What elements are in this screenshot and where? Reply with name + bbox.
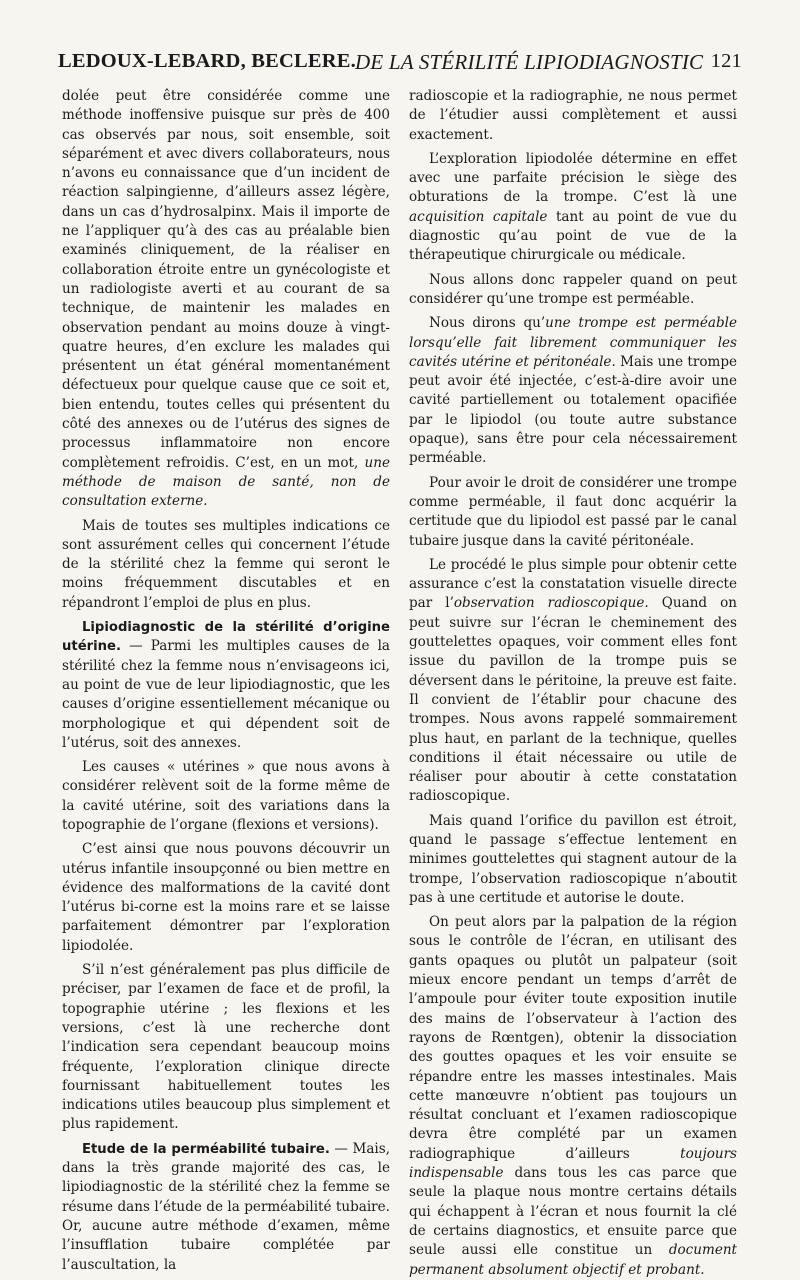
page-number: 121 [710, 50, 742, 72]
paragraph: S’il n’est généralement pas plus difficile de préciser, par l’examen de face et de profil, la topographie utérine ; les flexions et les versions, c’est là une recherche dont l’indication sera cependant beaucoup moins fréquente, l’exploration clinique directe fournissant habituellement toutes les indications utiles beaucoup plus simplement et plus rapidement. [62, 962, 390, 1133]
paragraph: Pour avoir le droit de considérer une trompe comme perméable, il faut donc acquérir la certitude que du lipiodol est passé par le canal tubaire jusque dans la cavité péritonéale. [409, 474, 737, 549]
paragraph: Nous dirons qu’une trompe est perméable lorsqu’elle fait librement communiquer les cavités utérine et péritonéale. Mais une trompe peut avoir été injectée, c’est-à-dire avoir une cavité partiellement ou totalement opacifiée par le lipiodol (ou toute autre substance opaque), sans être pour cela nécessairement perméable. [409, 315, 738, 467]
running-header [58, 50, 742, 78]
section-heading: Etude de la perméabilité tubaire. [82, 1141, 330, 1157]
paragraph: Nous allons donc rappeler quand on peut considérer qu’une trompe est perméable. [409, 271, 737, 307]
paragraph: Lipiodiagnostic de la stérilité d’origine utérine. — Parmi les multiples causes de la stérilité chez la femme nous n’envisageons ici, au point de vue de leur lipiodiagnostic, que les causes d’origine essentiellement mécanique ou morphologique et qui dépendent soit de l’utérus, soit des annexes. [62, 620, 390, 751]
section-heading: Lipiodiagnostic de la stérilité d’origine utérine. [62, 620, 390, 655]
paragraph: Mais quand l’orifice du pavillon est étroit, quand le passage s’effectue lentement en minimes gouttelettes qui stagnent autour de la trompe, l’observation radioscopique n’aboutit pas à une certitude et autorise le doute. [409, 812, 737, 906]
paragraph: On peut alors par la palpation de la région sous le contrôle de l’écran, en utilisant des gants opaques ou plutôt un palpateur (soit mieux encore pendant un temps d’arrêt de l’ampoule pour éviter toute exposition inutile des mains de l’observateur à l’action des rayons de Rœntgen), obtenir la dissociation des gouttes opaques et les voir ensuite se répandre entre les masses intestinales. Mais cette manœuvre n’obtient pas toujours un résultat concluant et l’examen radioscopique devra être complété par un examen radiographique d’ailleurs toujours indispensable dans tous les cas parce que seule la plaque nous montre certains détails qui échappent à l’écran et nous fournit la clé de certains diagnostics, et ensuite parce que seule aussi elle constitue un document permanent absolument objectif et probant. [409, 914, 738, 1278]
paragraph: Les causes « utérines » que nous avons à considérer relèvent soit de la forme même de la cavité utérine, soit des variations dans la topographie de l’organe (flexions et versions). [62, 759, 390, 833]
paragraph: dolée peut être considérée comme une méthode inoffensive puisque sur près de 400 cas observés par nous, soit ensemble, soit séparément et avec divers collaborateurs, nous n’avons eu connaissance que d’un incident de réaction salpingienne, d’ailleurs assez légère, dans un cas d’hydrosalpinx. Mais il importe de ne l’appliquer qu’à des cas au préalable bien examinés cliniquement, de la réaliser en collaboration étroite entre un gynécologiste et un radiologiste averti et au courant de sa technique, de maintenir les malades en observation pendant au moins douze à vingt-quatre heures, d’en exclure les malades qui présentent un état général momentanément défectueux pour quelque cause que ce soit et, bien entendu, toutes celles qui présentent du côté des annexes ou de l’utérus des signes de processus inflammatoire non encore complètement refroidis. C’est, en un mot, une méthode de maison de santé, non de consultation externe. [62, 88, 390, 510]
right-column [409, 87, 737, 1280]
paragraph: radioscopie et la radiographie, ne nous permet de l’étudier aussi complètement et aussi exactement. [409, 88, 737, 143]
paragraph: Etude de la perméabilité tubaire. — Mais, dans la très grande majorité des cas, le lipiodiagnostic de la stérilité chez la femme se résume dans l’étude de la perméabilité tubaire. Or, aucune autre méthode d’examen, même l’insufflation tubaire complétée par l’auscultation, la [62, 1140, 390, 1273]
paragraph: Mais de toutes ses multiples indications ce sont assurément celles qui concernent l’étude de la stérilité chez la femme qui seront le moins fréquemment discutables et en répandront l’emploi de plus en plus. [62, 517, 390, 611]
paragraph: C’est ainsi que nous pouvons découvrir un utérus infantile insoupçonné ou bien mettre en évidence des malformations de la cavité dont l’utérus bi-corne est la moins rare et se laisse parfaitement démontrer par l’exploration lipiodolée. [62, 841, 390, 954]
header-authors: LEDOUX-LEBARD, BECLERE. [58, 50, 356, 72]
left-column [62, 87, 390, 1275]
paragraph: Le procédé le plus simple pour obtenir cette assurance c’est la constatation visuelle directe par l’observation radioscopique. Quand on peut suivre sur l’écran le cheminement des gouttelettes opaques, voir comment elles font issue du pavillon de la trompe puis se déversent dans le péritoine, la preuve est faite. Il convient de l’établir pour chacune des trompes. Nous avons rappelé sommairement plus haut, en parlant de la technique, quelles conditions il était nécessaire ou utile de réaliser pour aboutir à cette constatation radioscopique. [409, 556, 737, 805]
paragraph: L’exploration lipiodolée détermine en effet avec une parfaite précision le siège des obturations de la trompe. C’est là une acquisition capitale tant au point de vue du diagnostic qu’au point de vue de la thérapeutique chirurgicale ou médicale. [409, 150, 737, 264]
header-title: DE LA STÉRILITÉ LIPIODIAGNOSTIC [355, 50, 704, 74]
